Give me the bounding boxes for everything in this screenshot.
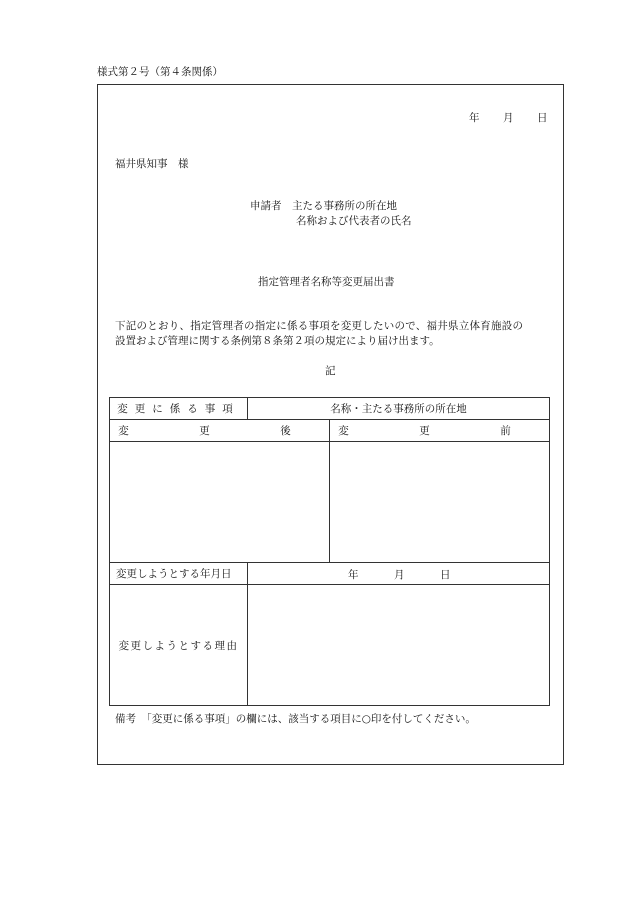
document-title: 指定管理者名称等変更届出書 (258, 276, 395, 288)
date-value-year: 年 (348, 568, 359, 581)
before-value-cell[interactable] (330, 442, 550, 563)
reason-value-cell[interactable] (248, 585, 550, 706)
body-text-line2: 設置および管理に関する条例第８条第２項の規定により届け出ます。 (115, 335, 440, 347)
change-table (109, 397, 550, 706)
form-number: 様式第２号（第４条関係） (97, 66, 223, 78)
addressee: 福井県知事 様 (115, 158, 189, 170)
body-text-line1: 下記のとおり、指定管理者の指定に係る事項を変更したいので、福井県立体育施設の (115, 320, 524, 332)
applicant-name: 名称および代表者の氏名 (296, 215, 412, 227)
before-label (330, 420, 550, 442)
matter-value: 名称・主たる事務所の所在地 (248, 398, 550, 420)
ki-heading: 記 (325, 365, 336, 377)
reason-label: 変更しようとする理由 (110, 585, 248, 706)
remarks-note: 備考 「変更に係る事項」の欄には、該当する項目に○印を付してください。 (115, 713, 476, 725)
before-label-text: 変 更 前 (338, 425, 541, 437)
date-value-month: 月 (394, 568, 405, 581)
date-label: 変更しようとする年月日 (110, 563, 248, 585)
after-value-cell[interactable] (110, 442, 330, 563)
date-value-day: 日 (440, 568, 451, 581)
applicant-address: 申請者 主たる事務所の所在地 (250, 200, 397, 212)
date-day: 日 (537, 112, 548, 124)
matter-label: 変更に係る事項 (110, 398, 248, 420)
after-label (110, 420, 330, 442)
after-label-text: 変 更 後 (118, 425, 321, 437)
date-value-cell[interactable] (248, 563, 550, 585)
date-year: 年 (469, 112, 480, 124)
date-month: 月 (503, 112, 514, 124)
